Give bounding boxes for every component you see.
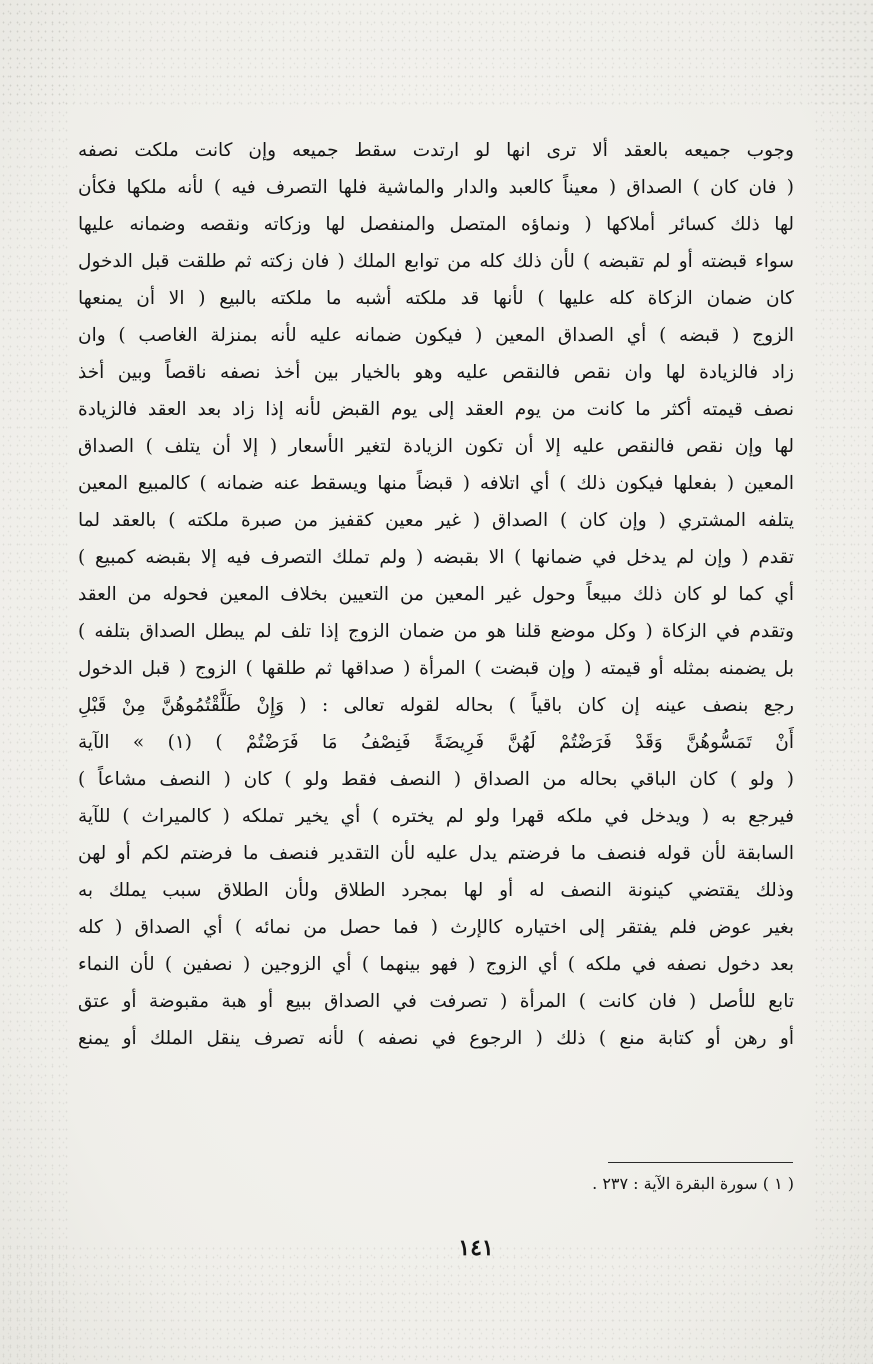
- text-line: ( فان كان ) الصداق ( معيناً كالعبد والدار والماشية فلها التصرف فيه ) لأنه ملكها فكأن: [78, 177, 794, 198]
- footnote: ( ١ ) سورة البقرة الآية : ٢٣٧ .: [592, 1174, 794, 1193]
- text-line: فيرجع به ( ويدخل في ملكه قهرا ولو لم يختره ) أي يخير تملكه ( كالميراث ) للآية: [78, 806, 794, 827]
- text-line: بغير عوض فلم يفتقر إلى اختياره كالإرث ( فما حصل من نمائه ) أي الصداق ( كله: [78, 917, 794, 938]
- text-line: يتلفه المشتري ( وإن كان ) الصداق ( غير معين كقفيز من صبرة ملكته ) بالعقد لما: [78, 510, 794, 531]
- main-text-block: [78, 132, 794, 1057]
- scan-noise-left: [0, 0, 70, 1364]
- text-line: أي كما لو كان ذلك مبيعاً وحول غير المعين من التعيين بخلاف المعين فحوله من العقد: [78, 584, 794, 605]
- footnote-divider: [608, 1162, 793, 1163]
- text-line: تقدم ( وإن لم يدخل في ضمانها ) الا بقبضه ( ولم تملك التصرف فيه إلا بقبضه كمبيع ): [78, 547, 794, 568]
- text-line: وتقدم في الزكاة ( وكل موضع قلنا هو من ضمان الزوج إذا تلف لم يبطل الصداق بتلفه ): [78, 621, 794, 642]
- text-line: بل يضمنه بمثله أو قيمته ( وإن قبضت ) المرأة ( صداقها ثم طلقها ) الزوج ( قبل الدخول: [78, 658, 794, 679]
- text-line: الزوج ( قبضه ) أي الصداق المعين ( فيكون ضمانه عليه لأنه بمنزلة الغاصب ) وان: [78, 325, 794, 346]
- text-line: لها ذلك كسائر أملاكها ( ونماؤه المتصل والمنفصل لها وزكاته ونقصه وضمانه عليها: [78, 214, 794, 235]
- text-line: لها وإن نقص فالنقص عليه إلا أن تكون الزيادة لتغير الأسعار ( إلا أن يتلف ) الصداق: [78, 436, 794, 457]
- text-line: ( ولو ) كان الباقي بحاله من الصداق ( النصف فقط ولو ) كان ( النصف مشاعاً ): [78, 769, 794, 790]
- text-line: السابقة لأن قوله فنصف ما فرضتم يدل عليه لأن التقدير فنصف ما فرضتم لكم أو لهن: [78, 843, 794, 864]
- text-line: كان ضمان الزكاة كله عليها ) لأنها قد ملكته أشبه ما ملكته بالبيع ( الا أن يمنعها: [78, 288, 794, 309]
- text-line: رجع بنصف عينه إن كان باقياً ) بحاله لقوله تعالى : ( وَإِنْ طَلَّقْتُمُوهُنَّ مِنْ قَبْلِ: [78, 695, 794, 716]
- text-line: تابع للأصل ( فان كانت ) المرأة ( تصرفت في الصداق ببيع أو هبة مقبوضة أو عتق: [78, 991, 794, 1012]
- text-line: المعين ( بفعلها فيكون ذلك ) أي اتلافه ( قبضاً منها ويسقط عنه ضمانه ) كالمبيع المعين: [78, 473, 794, 494]
- text-line: نصف قيمته أكثر ما كانت من يوم العقد إلى يوم القبض لأنه إذا زاد بعد العقد فالزيادة: [78, 399, 794, 420]
- page-number: ١٤١: [458, 1235, 494, 1261]
- text-line: أو رهن أو كتابة منع ) ذلك ( الرجوع في نصفه ) لأنه تصرف ينقل الملك أو يمنع: [78, 1028, 794, 1049]
- text-line: بعد دخول نصفه في ملكه ) أي الزوج ( فهو بينهما ) أي الزوجين ( نصفين ) لأن النماء: [78, 954, 794, 975]
- scan-noise-right: [813, 0, 873, 1364]
- text-line: زاد فالزيادة لها وان نقص فالنقص عليه وهو بالخيار بين أخذ نصفه ناقصاً وبين أخذ: [78, 362, 794, 383]
- text-line: سواء قبضته أو لم تقبضه ) لأن ذلك كله من توابع الملك ( فان زكته ثم طلقت قبل الدخول: [78, 251, 794, 272]
- scan-noise-top: [0, 0, 873, 110]
- text-line: وجوب جميعه بالعقد ألا ترى انها لو ارتدت سقط جميعه وإن كانت ملكت نصفه: [78, 140, 794, 161]
- text-line: وذلك يقتضي كينونة النصف له أو لها بمجرد الطلاق ولأن الطلاق سبب يملك به: [78, 880, 794, 901]
- quran-verse-line: أَنْ تَمَسُّوهُنَّ وَقَدْ فَرَضْتُمْ لَهُنَّ فَرِيضَةً فَنِصْفُ مَا فَرَضْتُمْ ) (١) » الآية: [78, 732, 794, 753]
